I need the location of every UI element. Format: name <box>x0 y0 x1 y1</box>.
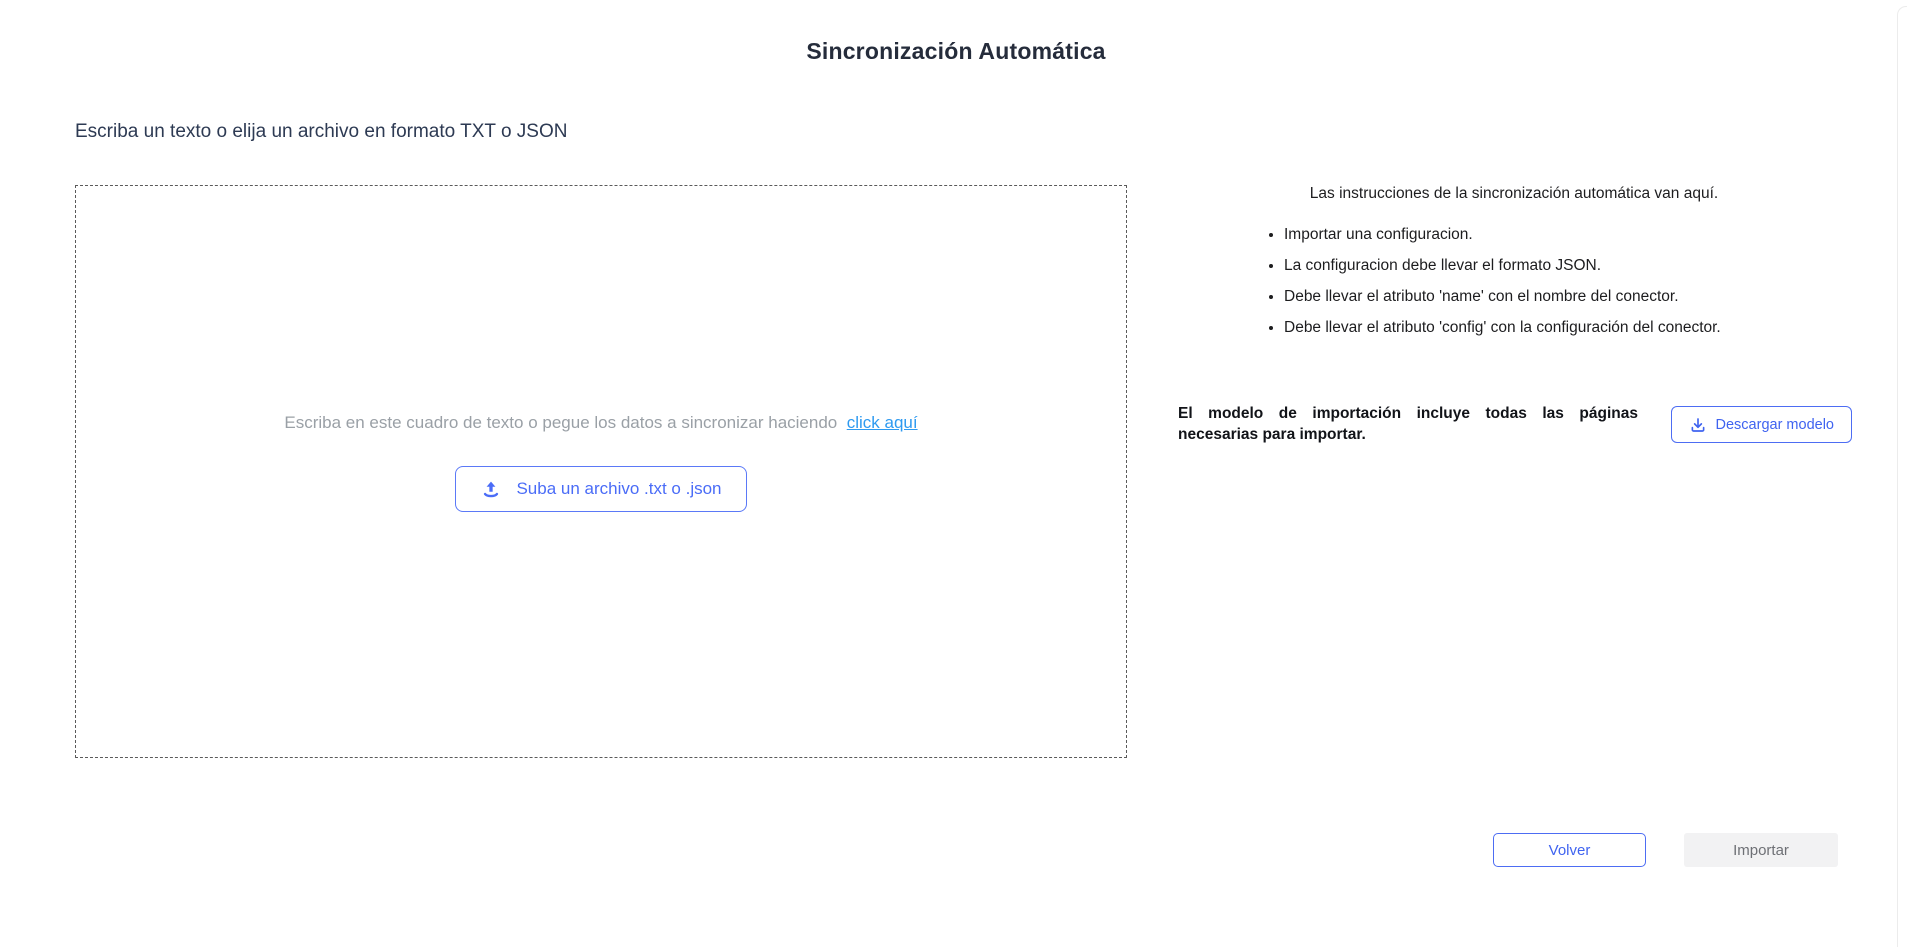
model-download-row <box>1178 403 1850 445</box>
footer-actions <box>0 833 1912 867</box>
dropzone-content <box>284 413 917 512</box>
file-dropzone-textarea[interactable] <box>75 185 1127 758</box>
import-button[interactable]: Importar <box>1684 833 1838 867</box>
upload-icon <box>480 478 502 500</box>
download-model-button[interactable] <box>1671 406 1852 443</box>
page-title: Sincronización Automática <box>806 38 1106 64</box>
download-button-label: Descargar modelo <box>1715 416 1834 433</box>
download-icon <box>1689 416 1707 434</box>
scrollbar-track-edge[interactable] <box>1897 6 1907 947</box>
instructions-intro: Las instrucciones de la sincronización automática van aquí. <box>1309 185 1719 202</box>
instruction-item: • Debe llevar el atributo 'config' con la configuración del conector. <box>1284 318 1850 337</box>
dropzone-placeholder <box>284 413 917 433</box>
instruction-item: • La configuracion debe llevar el formato JSON. <box>1284 256 1850 275</box>
instructions-panel <box>1178 185 1850 349</box>
back-button[interactable]: Volver <box>1493 833 1646 867</box>
model-note: El modelo de importación incluye todas las páginas necesarias para importar. <box>1178 405 1638 443</box>
upload-button-label: Suba un archivo .txt o .json <box>516 479 722 498</box>
instruction-item: • Debe llevar el atributo 'name' con el nombre del conector. <box>1284 287 1850 306</box>
instructions-list <box>1268 225 1850 337</box>
dropzone-heading: Escriba un texto o elija un archivo en formato TXT o JSON <box>75 121 568 142</box>
dropzone-placeholder-text: Escriba en este cuadro de texto o pegue los datos a sincronizar haciendo <box>284 413 838 432</box>
upload-file-button[interactable] <box>455 466 747 512</box>
instruction-item: • Importar una configuracion. <box>1284 225 1850 244</box>
click-here-link[interactable]: click aquí <box>846 413 918 432</box>
